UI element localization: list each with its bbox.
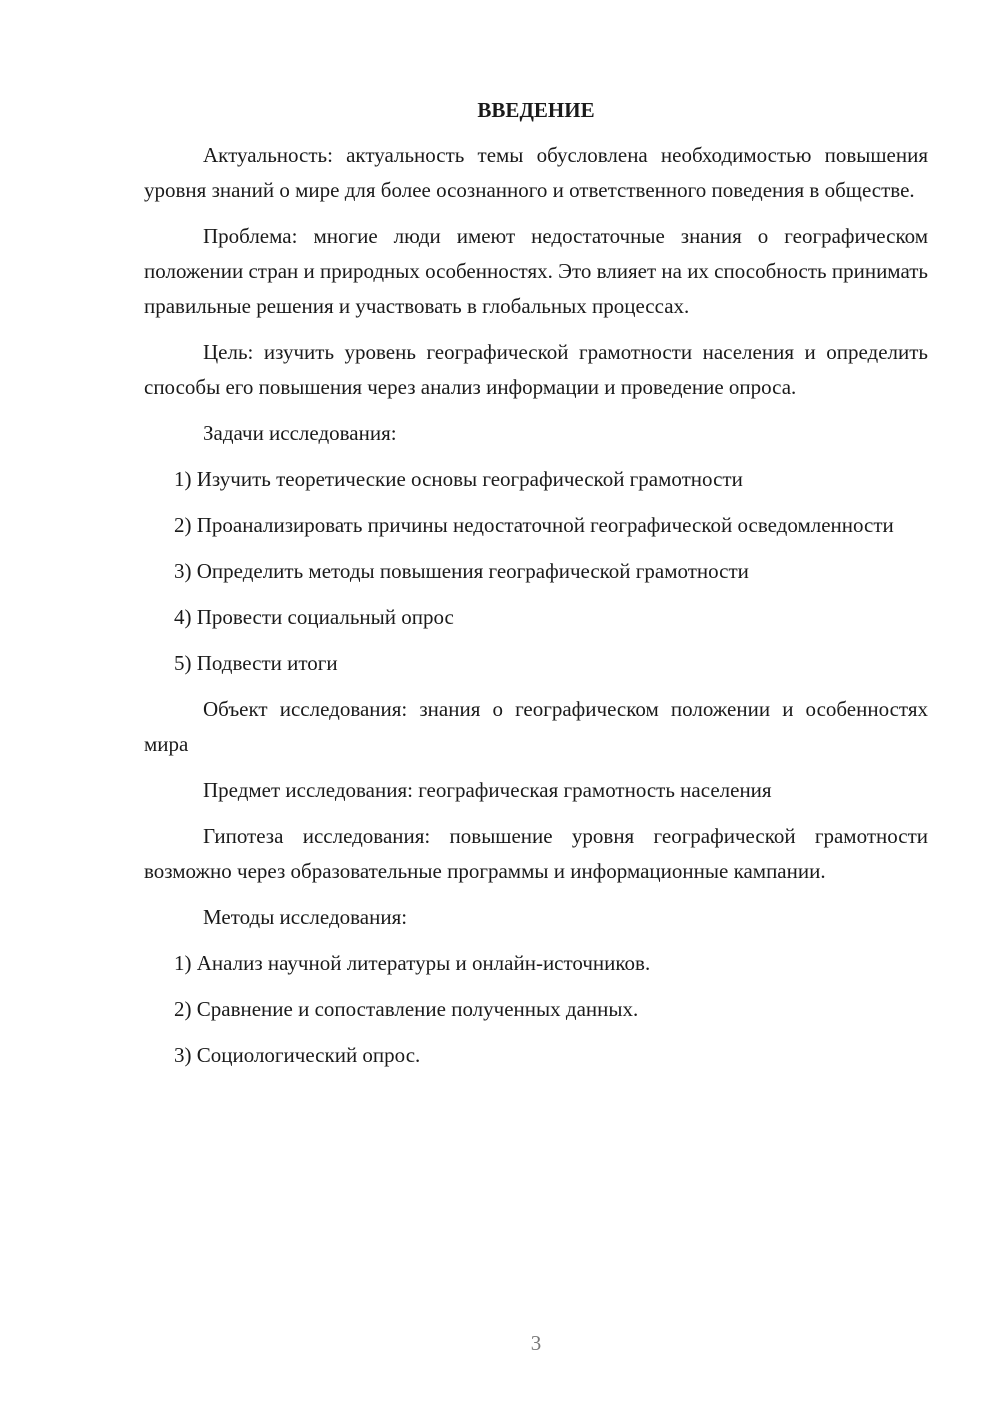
method-item: 2) Сравнение и сопоставление полученных данных. — [174, 997, 639, 1021]
object-paragraph: Объект исследования: знания о географическом положении и особенностях мира — [144, 697, 928, 756]
subject-paragraph: Предмет исследования: географическая грамотность населения — [203, 778, 772, 802]
hypothesis-paragraph: Гипотеза исследования: повышение уровня географической грамотности возможно через образовательные программы и информационные кампании. — [144, 824, 928, 883]
document-page — [144, 92, 928, 1084]
tasks-heading: Задачи исследования: — [203, 421, 397, 445]
goal-paragraph: Цель: изучить уровень географической грамотности населения и определить способы его повышения через анализ информации и проведение опроса. — [144, 340, 928, 399]
relevance-paragraph: Актуальность: актуальность темы обусловлена необходимостью повышения уровня знаний о мире для более осознанного и ответственного поведения в обществе. — [144, 143, 928, 202]
task-item: 2) Проанализировать причины недостаточной географической осведомленности — [174, 513, 894, 537]
problem-paragraph: Проблема: многие люди имеют недостаточные знания о географическом положении стран и природных особенностях. Это влияет на их способность принимать правильные решения и участвовать в глобальных процессах. — [144, 224, 928, 318]
task-item: 4) Провести социальный опрос — [174, 605, 454, 629]
page-number: 3 — [530, 1331, 542, 1355]
methods-heading: Методы исследования: — [203, 905, 408, 929]
task-item: 5) Подвести итоги — [174, 651, 338, 675]
method-item: 1) Анализ научной литературы и онлайн-источников. — [174, 951, 651, 975]
task-item: 3) Определить методы повышения географической грамотности — [174, 559, 749, 583]
method-item: 3) Социологический опрос. — [174, 1043, 421, 1067]
document-title: ВВЕДЕНИЕ — [477, 98, 595, 122]
task-item: 1) Изучить теоретические основы географической грамотности — [174, 467, 743, 491]
